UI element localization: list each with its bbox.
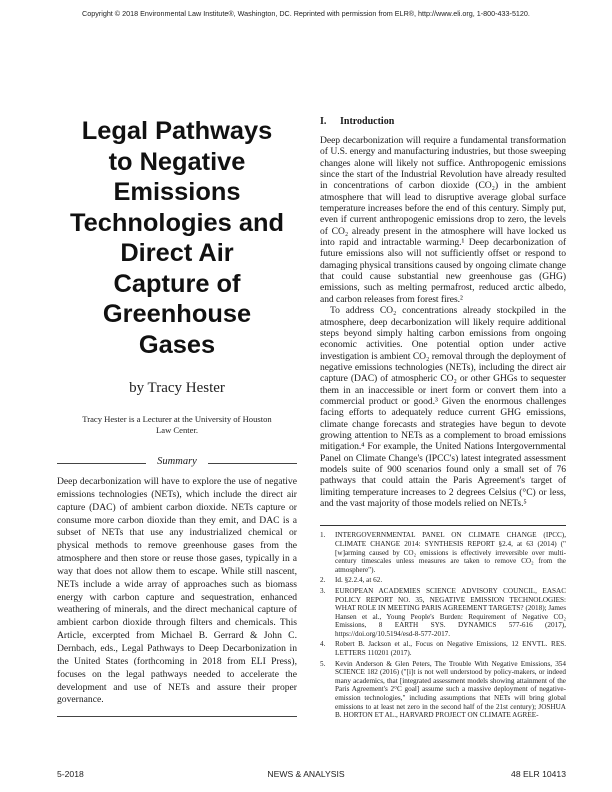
title-line: Technologies and xyxy=(70,208,284,237)
author-bio: Tracy Hester is a Lecturer at the University of Houston Law Center. xyxy=(82,414,272,435)
footer-date: 5-2018 xyxy=(57,769,84,779)
footnote-text: Robert B. Jackson et al., Focus on Negative Emissions, 12 ENVTL. RES. LETTERS 110201 (2017). xyxy=(335,640,566,658)
footnote-text: INTERGOVERNMENTAL PANEL ON CLIMATE CHANGE (IPCC), CLIMATE CHANGE 2014: SYNTHESIS REPORT §2.4, at 63 (2014) ("[w]arming caused by CO₂ emissions is effectively irreversible over multi-century timescales unless measures are taken to remove CO₂ from the atmosphere"). xyxy=(335,531,566,574)
footnote-text: Kevin Anderson & Glen Peters, The Trouble With Negative Emissions, 354 SCIENCE 182 (2016) ("[i]t is not well understood by policy-makers, or indeed many academics, that [integrated assessment models showing attainment of the Paris Agreement's 2°C goal] assume such a massive deployment of negative-emission technologies," including assumptions that NETs will bring global emissions to at least net zero in the second half of the 21st century); JOSHUA B. HORTON ET AL., HARVARD PROJECT ON CLIMATE AGREE- xyxy=(335,659,566,720)
footnote xyxy=(320,531,566,574)
summary-rule-right xyxy=(208,463,297,464)
summary-label: Summary xyxy=(157,456,197,467)
title-line: Gases xyxy=(138,330,216,359)
footnote-number: 2. xyxy=(320,576,326,585)
section-title: Introduction xyxy=(340,116,395,127)
summary-bottom-rule xyxy=(57,716,297,717)
left-column xyxy=(57,116,297,717)
footnote-number: 5. xyxy=(320,659,326,668)
footnote-number: 4. xyxy=(320,640,326,649)
body-paragraph: To address CO₂ concentrations already stockpiled in the atmosphere, deep decarbonization will likely require additional steps beyond simply halting carbon emissions from ongoing economic activities. One potential option under active investigation is ambient CO₂ removal through the deployment of negative emissions technologies (NETs), including the direct air capture (DAC) of atmospheric CO₂ or other GHGs to sequester them in an inaccessible or inert form or convert them into a commercial product or good.³ Given the enormous challenges facing efforts to adequately reduce current GHG emissions, climate change forecasts and strategies have begun to devote growing attention to NETs as a complement to broad emissions mitigation.⁴ For example, the United Nations Intergovernmental Panel on Climate Change's (IPCC's) latest integrated assessment models suite of 900 scenarios found only a small set of 76 pathways that could attain the Paris Agreement's target of limiting temperature increases to 2 degrees Celsius (°C) or less, and the vast majority of those models relied on NETs.⁵ xyxy=(320,305,566,509)
footnote xyxy=(320,660,566,720)
footnote xyxy=(320,587,566,639)
byline: by Tracy Hester xyxy=(129,380,225,396)
footnotes xyxy=(320,531,566,719)
copyright-notice: Copyright © 2018 Environmental Law Institute®, Washington, DC. Reprinted with permission from ELR®, http://www.eli.org, 1-800-433-5120. xyxy=(82,9,530,18)
summary-paragraph: Deep decarbonization will have to explore the use of negative emissions technologies (NETs), which include the direct air capture (DAC) of ambient carbon dioxide. NETs capture or consume more carbon dioxide than they emit, and DAC is a subset of NETs that use any industrialized chemical or physical methods to remove greenhouse gases from the atmosphere and then store or reuse those gases, typically in a way that does not allow them to escape. While still nascent, NETs include a wide array of approaches such as biomass energy with carbon capture and sequestration, enhanced weathering of minerals, and the direct mechanical capture of ambient carbon dioxide through filters and chemicals. This Article, excerpted from Michael B. Gerrard & John C. Dernbach, eds., Legal Pathways to Deep Decarbonization in the United States (forthcoming in 2018 from ELI Press), focuses on the legal pathways needed to accelerate the development and use of NETs and assure their proper governance. xyxy=(57,476,297,706)
footnote-text: EUROPEAN ACADEMIES SCIENCE ADVISORY COUNCIL, EASAC POLICY REPORT NO. 35, NEGATIVE EMISSION TECHNOLOGIES: WHAT ROLE IN MEETING PARIS AGREEMENT TARGETS? (2018); James Hansen et al., Young People's Burden: Requirement of Negative CO₂ Emissions, 8 EARTH SYS. DYNAMICS 577-616 (2017), https://doi.org/10.5194/esd-8-577-2017. xyxy=(335,586,566,638)
body-paragraph: Deep decarbonization will require a fundamental transformation of U.S. energy and manufacturing industries, but those sweeping changes alone will likely not suffice. Anthropogenic emissions since the start of the Industrial Revolution have already resulted in concentrations of carbon dioxide (CO₂) in the ambient atmosphere that will lead to disruptive average global surface temperature increases before the end of this century. Simply put, even if current anthropogenic emissions drop to zero, the levels of CO₂ already present in the atmosphere will have locked us into rapid and intractable warming.¹ Deep decarbonization of future emissions also will not sufficiently offset or respond to damaging physical transitions caused by ongoing climate change that could cause substantial new greenhouse gas (GHG) emissions, such as melting permafrost, reduced arctic albedo, and carbon releases from forest fires.² xyxy=(320,135,566,305)
right-column xyxy=(320,116,566,722)
title-line: Greenhouse xyxy=(102,300,252,328)
footnote-number: 3. xyxy=(320,586,326,595)
title-line: Emissions xyxy=(113,178,241,206)
section-heading xyxy=(320,116,566,127)
footer-publication: NEWS & ANALYSIS xyxy=(267,769,345,779)
footnote-text: Id. §2.2.4, at 62. xyxy=(335,576,383,585)
body-text xyxy=(320,135,566,509)
footer-page-number: 48 ELR 10413 xyxy=(511,769,566,779)
article-title xyxy=(57,116,297,360)
title-line: Direct Air xyxy=(120,239,234,267)
section-number: I. xyxy=(320,116,327,127)
title-line: to Negative xyxy=(108,147,246,176)
footnote-rule xyxy=(320,525,566,526)
summary-text xyxy=(57,476,297,707)
title-line: Legal Pathways xyxy=(81,117,273,145)
footnote xyxy=(320,640,566,657)
footnote xyxy=(320,576,566,585)
title-line: Capture of xyxy=(113,269,241,298)
summary-heading xyxy=(57,457,297,469)
footnote-number: 1. xyxy=(320,531,326,540)
